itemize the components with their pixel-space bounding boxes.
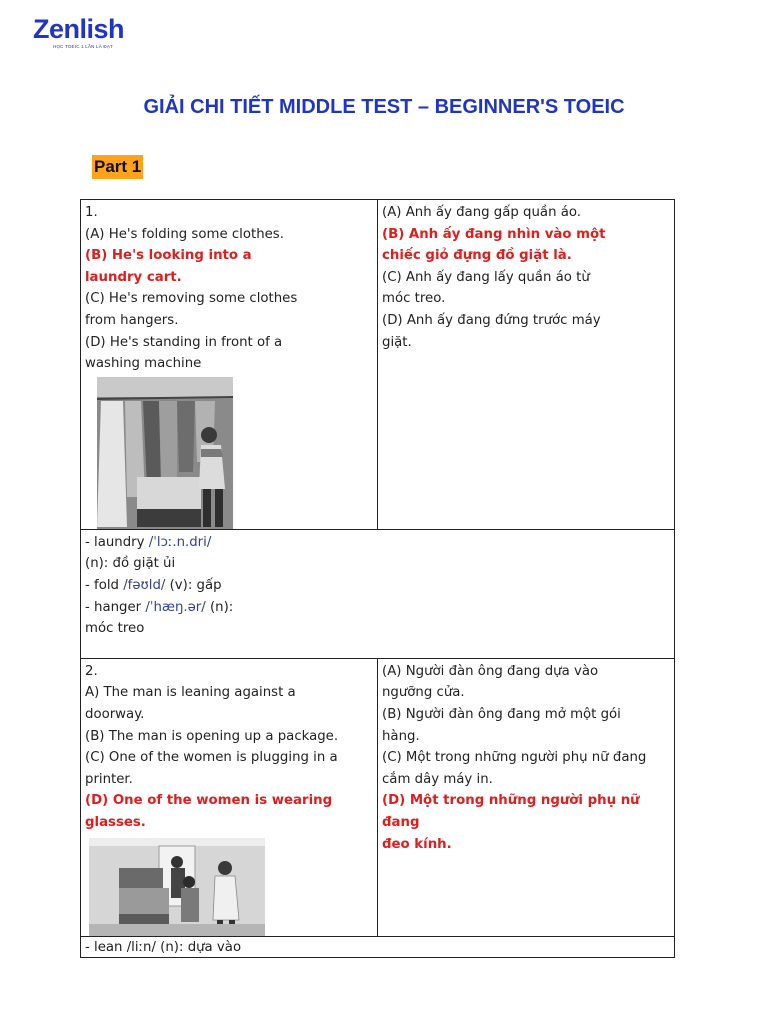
vi-option-d-correct-cont: đeo kính. <box>382 836 452 852</box>
option-a: A) The man is leaning against a <box>85 685 296 701</box>
option-c: (C) One of the women is plugging in a <box>85 750 338 766</box>
question-1-row <box>81 200 675 530</box>
vi-option-c: (C) Anh ấy đang lấy quần áo từ <box>382 269 590 285</box>
vi-option-d: (D) Anh ấy đang đứng trước máy <box>382 312 601 328</box>
option-c: (C) He's removing some clothes <box>85 291 298 307</box>
vi-option-d-correct: (D) Một trong những người phụ nữ đang <box>382 793 640 830</box>
option-b: (B) The man is opening up a package. <box>85 728 339 744</box>
vi-option-a: (A) Anh ấy đang gấp quần áo. <box>382 205 582 220</box>
logo-text: Zenlish <box>33 14 125 44</box>
page-title: GIẢI CHI TIẾT MIDDLE TEST – BEGINNER'S TOEIC <box>143 96 625 118</box>
option-a-cont: doorway. <box>85 706 145 722</box>
option-d-correct-cont: glasses. <box>85 814 146 830</box>
question-1-vietnamese <box>378 200 675 530</box>
laundry-photo <box>97 377 233 529</box>
question-2-english <box>81 658 378 936</box>
question-1-vocab <box>81 529 675 658</box>
vi-option-b-correct: (B) Anh ấy đang nhìn vào một <box>382 226 606 242</box>
vi-option-a-cont: ngưỡng cửa. <box>382 685 465 701</box>
option-b-correct-cont: laundry cart. <box>85 269 182 285</box>
ipa-fold: /fəʊld/ <box>123 577 166 593</box>
option-c-cont: from hangers. <box>85 312 179 328</box>
question-2-vietnamese <box>378 658 675 936</box>
vocab-lean: - lean /liːn/ (n): dựa vào <box>85 939 242 955</box>
question-2-row <box>81 658 675 936</box>
question-2-vocab-row <box>81 936 675 957</box>
vi-option-b: (B) Người đàn ông đang mở một gói <box>382 706 621 722</box>
question-1-english <box>81 200 378 530</box>
vi-option-c-cont: cắm dây máy in. <box>382 771 493 787</box>
question-2-vocab <box>81 936 675 957</box>
question-number: 1. <box>85 205 98 220</box>
brand-logo <box>33 14 124 49</box>
question-number: 2. <box>85 663 98 679</box>
vocab-hanger: - hanger /ˈhæŋ.ər/ (n): <box>85 599 234 615</box>
ipa-hanger: /ˈhæŋ.ər/ <box>145 599 206 615</box>
vocab-laundry: - laundry /ˈlɔː.n.dri/ <box>85 534 212 550</box>
option-d-correct: (D) One of the women is wearing <box>85 793 333 809</box>
vi-option-d-cont: giặt. <box>382 334 412 350</box>
vocab-hanger-meaning: móc treo <box>85 621 145 637</box>
logo-tagline: HỌC TOEIC 1 LẦN LÀ ĐẠT <box>53 44 113 49</box>
vi-option-a: (A) Người đàn ông đang dựa vào <box>382 663 599 679</box>
answer-table <box>80 199 675 958</box>
vi-option-b-cont: hàng. <box>382 728 420 744</box>
option-b-correct: (B) He's looking into a <box>85 248 252 264</box>
vi-option-b-correct-cont: chiếc giỏ đựng đồ giặt là. <box>382 248 572 264</box>
vi-option-c: (C) Một trong những người phụ nữ đang <box>382 750 647 766</box>
office-photo <box>89 838 265 936</box>
option-a: (A) He's folding some clothes. <box>85 226 284 242</box>
vocab-laundry-meaning: (n): đồ giặt ủi <box>85 556 176 572</box>
question-1-vocab-row <box>81 529 675 658</box>
vocab-fold: - fold /fəʊld/ (v): gấp <box>85 577 222 593</box>
ipa-laundry: /ˈlɔː.n.dri/ <box>148 534 212 550</box>
option-d-cont: washing machine <box>85 356 202 372</box>
option-c-cont: printer. <box>85 771 133 787</box>
vi-option-c-cont: móc treo. <box>382 291 446 307</box>
option-d: (D) He's standing in front of a <box>85 334 283 350</box>
part-label: Part 1 <box>92 155 143 179</box>
